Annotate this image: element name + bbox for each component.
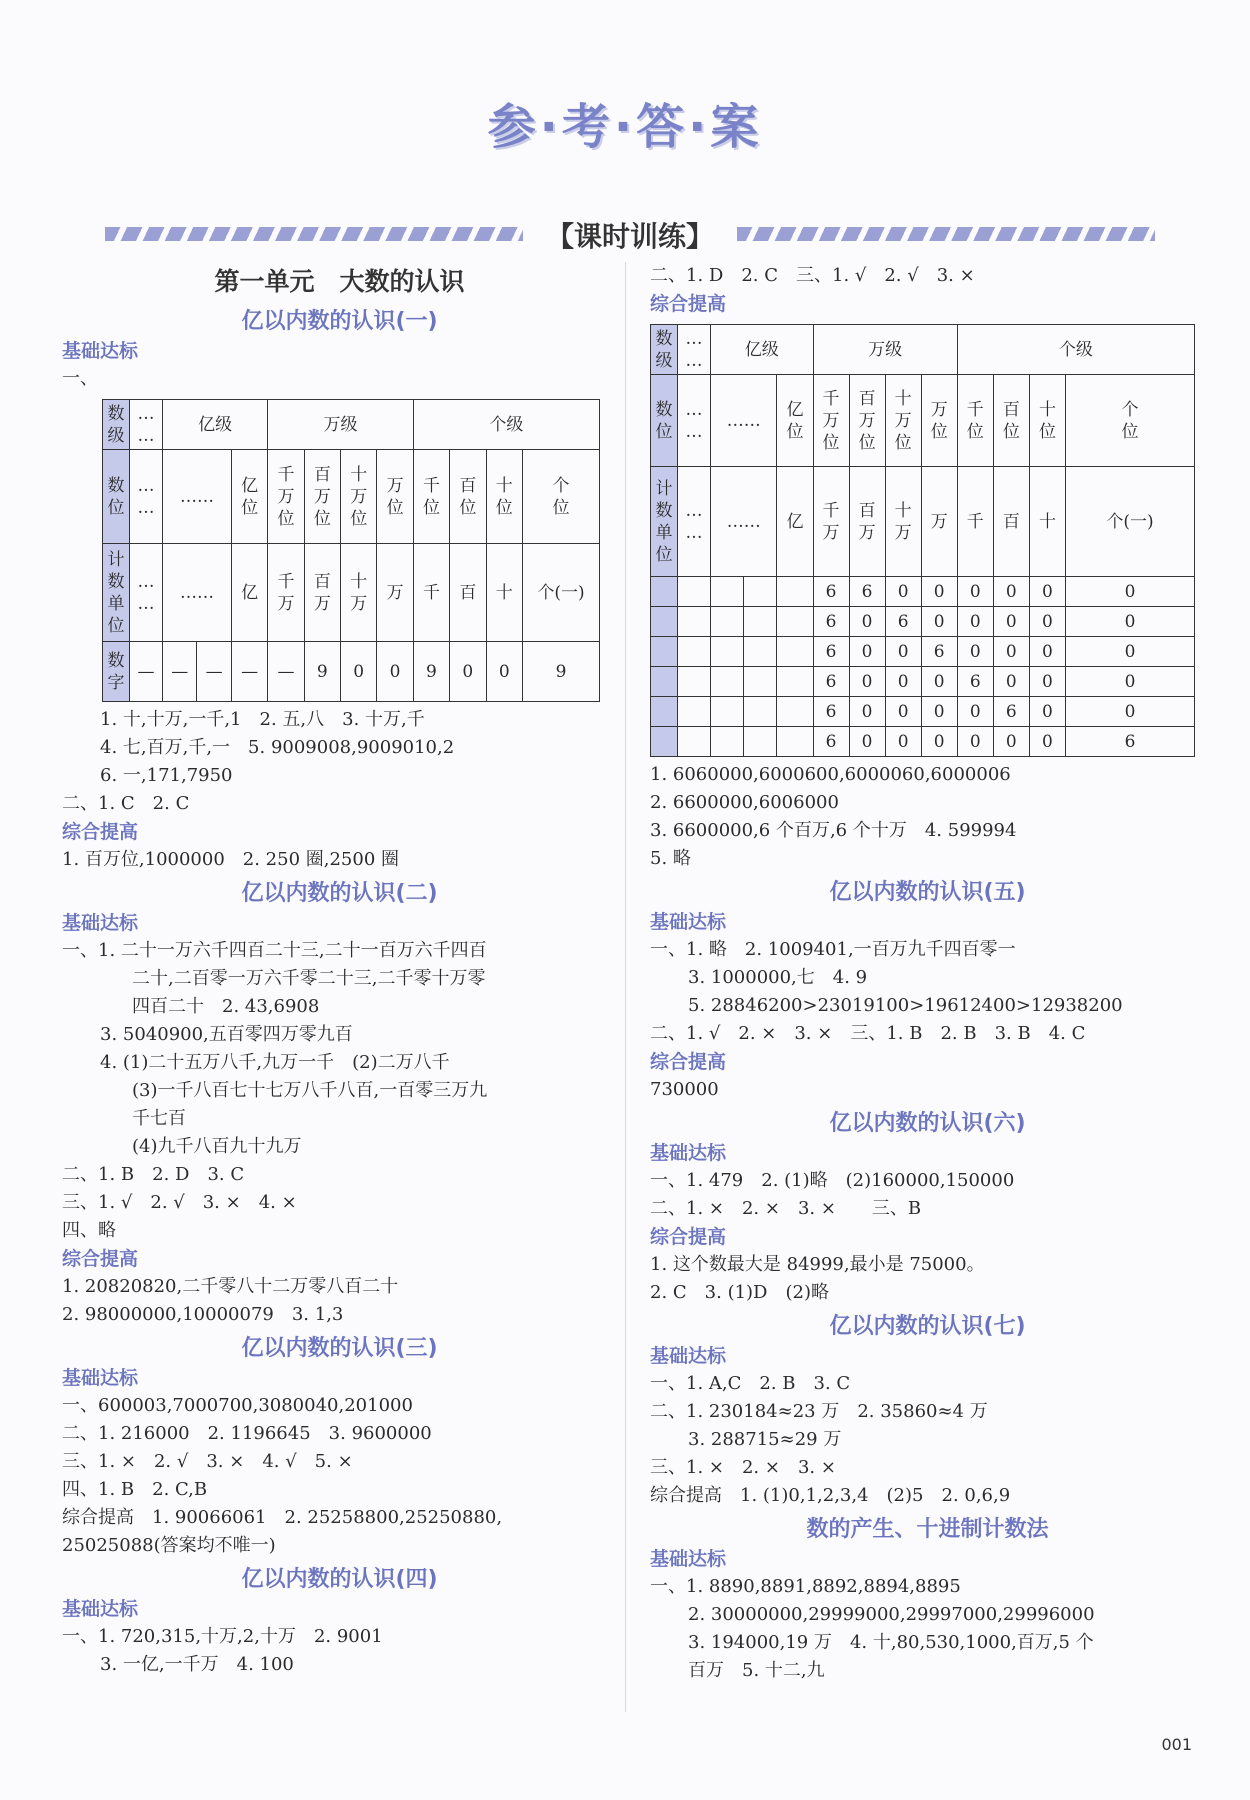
- band-stripe-right: [737, 227, 1155, 241]
- table-cell: 0: [957, 607, 993, 637]
- table-cell: [678, 607, 711, 637]
- table-cell: 0: [849, 727, 885, 757]
- table-cell: 0: [885, 667, 921, 697]
- table-cell: 6: [813, 727, 849, 757]
- table-cell: 0: [377, 642, 413, 702]
- answer-line: 千七百: [132, 1108, 186, 1129]
- section-label: 基础达标: [650, 911, 727, 933]
- answer-line: 二、1. 230184≈23 万 2. 35860≈4 万: [650, 1401, 988, 1422]
- section-label: 基础达标: [650, 1345, 727, 1367]
- table-cell: [744, 637, 777, 667]
- table-cell: 0: [993, 727, 1029, 757]
- table-cell: [651, 697, 678, 727]
- answer-line: 一、1. A,C 2. B 3. C: [650, 1373, 851, 1394]
- table-cell: [777, 637, 813, 667]
- section-label: 基础达标: [62, 912, 139, 934]
- answer-line: 1. 这个数最大是 84999,最小是 75000。: [650, 1254, 985, 1275]
- table-cell: 0: [1066, 607, 1195, 637]
- answer-line: 一、1. 二十一万六千四百二十三,二十一百万六千四百: [62, 940, 487, 961]
- table-cell: 6: [1066, 727, 1195, 757]
- section-label: 综合提高: [650, 293, 727, 315]
- table-cell: 0: [1029, 727, 1065, 757]
- lesson-title: 亿以内数的认识(一): [241, 309, 438, 334]
- answer-line: 1. 十,十万,一千,1 2. 五,八 3. 十万,千: [100, 709, 425, 730]
- table-cell: … …: [130, 400, 163, 450]
- answer-line: 2. 98000000,10000079 3. 1,3: [62, 1304, 344, 1325]
- table-cell: 0: [849, 607, 885, 637]
- answer-line: 6. 一,171,7950: [100, 765, 233, 786]
- table-cell: [777, 577, 813, 607]
- table-cell: 0: [921, 577, 957, 607]
- table-cell: 6: [849, 577, 885, 607]
- answer-line: 一、: [62, 368, 98, 389]
- answer-line: 二、1. 216000 2. 1196645 3. 9600000: [62, 1423, 432, 1444]
- table-cell: … …: [130, 450, 163, 544]
- table-cell: 千位: [957, 375, 993, 467]
- table-cell: 9: [304, 642, 340, 702]
- table-cell: [651, 727, 678, 757]
- table-cell: [711, 727, 744, 757]
- table-cell: [711, 697, 744, 727]
- table-cell: ……: [711, 375, 777, 467]
- answer-line: 二、1. √ 2. × 3. × 三、1. B 2. B 3. B 4. C: [650, 1023, 1086, 1044]
- table-cell: 万位: [377, 450, 413, 544]
- table-cell: 万位: [921, 375, 957, 467]
- table-cell: [711, 667, 744, 697]
- table-cell: 个级: [413, 400, 599, 450]
- table-cell: 亿位: [231, 450, 267, 544]
- answer-line: (3)一千八百七十七万八千八百,一百零三万九: [132, 1080, 488, 1101]
- table-cell: 百: [450, 544, 486, 642]
- table-cell: 0: [993, 577, 1029, 607]
- lesson-title: 亿以内数的认识(七): [829, 1314, 1026, 1339]
- lesson-title: 亿以内数的认识(六): [829, 1111, 1026, 1136]
- table-cell: 百位: [450, 450, 486, 544]
- answer-line: 三、1. × 2. × 3. ×: [650, 1457, 836, 1478]
- table-cell: 0: [341, 642, 377, 702]
- table-cell: 千位: [413, 450, 449, 544]
- lesson-title: 亿以内数的认识(四): [241, 1567, 438, 1592]
- table-cell: … …: [130, 544, 163, 642]
- section-label: 综合提高: [62, 1248, 139, 1270]
- table-cell: ……: [163, 544, 232, 642]
- answer-line: 3. 6600000,6 个百万,6 个十万 4. 599994: [650, 820, 1017, 841]
- table-cell: 十位: [486, 450, 522, 544]
- table-cell: [678, 727, 711, 757]
- table-cell: 数级: [651, 325, 678, 375]
- table-cell: 0: [957, 577, 993, 607]
- lesson-title: 数的产生、十进制计数法: [806, 1517, 1049, 1542]
- table-cell: 0: [885, 697, 921, 727]
- lesson-title: 亿以内数的认识(二): [241, 881, 438, 906]
- table-cell: [711, 637, 744, 667]
- table-cell: 6: [813, 637, 849, 667]
- answer-line: 一、600003,7000700,3080040,201000: [62, 1395, 413, 1416]
- table-cell: 0: [885, 727, 921, 757]
- section-label: 基础达标: [62, 1598, 139, 1620]
- table-cell: [678, 667, 711, 697]
- table-cell: [744, 727, 777, 757]
- table-cell: 千万位: [268, 450, 304, 544]
- answer-line: 二、1. D 2. C 三、1. √ 2. √ 3. ×: [650, 265, 975, 286]
- band-stripe-left: [105, 227, 523, 241]
- table-cell: 0: [1029, 577, 1065, 607]
- table-cell: 百万位: [849, 375, 885, 467]
- table-cell: … …: [678, 325, 711, 375]
- table-cell: 亿: [777, 467, 813, 577]
- table-cell: 0: [993, 637, 1029, 667]
- band-label: 【课时训练】: [545, 220, 714, 253]
- table-cell: 千: [413, 544, 449, 642]
- table-cell: [651, 637, 678, 667]
- answer-line: 4. (1)二十五万八千,九万一千 (2)二万八千: [100, 1052, 450, 1073]
- table-cell: —: [268, 642, 304, 702]
- section-label: 基础达标: [650, 1142, 727, 1164]
- answer-line: 二、1. B 2. D 3. C: [62, 1164, 245, 1185]
- table-cell: [651, 577, 678, 607]
- table-cell: 个级: [957, 325, 1194, 375]
- table-cell: [777, 667, 813, 697]
- table-cell: [744, 697, 777, 727]
- answer-line: 3. 1000000,七 4. 9: [688, 967, 868, 988]
- table-cell: 十万: [341, 544, 377, 642]
- table-cell: 百: [993, 467, 1029, 577]
- section-label: 综合提高: [650, 1226, 727, 1248]
- table-cell: 6: [813, 697, 849, 727]
- answer-line: 综合提高 1. (1)0,1,2,3,4 (2)5 2. 0,6,9: [650, 1485, 1011, 1506]
- table-cell: 亿级: [163, 400, 268, 450]
- table-cell: 数字: [103, 642, 130, 702]
- table-cell: 十位: [1029, 375, 1065, 467]
- answer-line: 三、1. √ 2. √ 3. × 4. ×: [62, 1192, 297, 1213]
- left-column: [62, 262, 617, 1679]
- table-cell: 亿: [231, 544, 267, 642]
- answer-line: 二十,二百零一万六千零二十三,二千零十万零: [132, 968, 486, 989]
- section-label: 综合提高: [650, 1051, 727, 1073]
- answer-line: 2. 30000000,29999000,29997000,29996000: [688, 1604, 1095, 1625]
- table-cell: … …: [678, 467, 711, 577]
- page-title: 参·考·答·案: [487, 99, 763, 155]
- table-cell: [744, 667, 777, 697]
- answer-line: 1. 20820820,二千零八十二万零八百二十: [62, 1276, 399, 1297]
- table-cell: 十万: [885, 467, 921, 577]
- table-cell: 6: [813, 577, 849, 607]
- table-cell: 6: [885, 607, 921, 637]
- table-cell: 6: [957, 667, 993, 697]
- answer-line: 一、1. 略 2. 1009401,一百万九千四百零一: [650, 939, 1016, 960]
- table-cell: 数位: [103, 450, 130, 544]
- table-cell: 亿位: [777, 375, 813, 467]
- answer-line: 百万 5. 十二,九: [688, 1660, 825, 1681]
- table-cell: 0: [993, 607, 1029, 637]
- unit-title: 第一单元 大数的认识: [214, 267, 465, 296]
- answer-line: 2. C 3. (1)D (2)略: [650, 1282, 829, 1303]
- table-cell: 计数单位: [651, 467, 678, 577]
- table-cell: 0: [957, 727, 993, 757]
- table-cell: 个位: [1066, 375, 1195, 467]
- table-cell: 万级: [268, 400, 414, 450]
- section-label: 基础达标: [650, 1548, 727, 1570]
- table-cell: 数级: [103, 400, 130, 450]
- table-cell: 百万: [849, 467, 885, 577]
- table-cell: 十万位: [885, 375, 921, 467]
- table-cell: 0: [1066, 637, 1195, 667]
- table-cell: 千万: [813, 467, 849, 577]
- answer-line: 730000: [650, 1079, 719, 1100]
- table-cell: 0: [885, 637, 921, 667]
- table-cell: 0: [849, 637, 885, 667]
- answer-line: 2. 6600000,6006000: [650, 792, 839, 813]
- table-cell: … …: [678, 375, 711, 467]
- answer-line: 3. 一亿,一千万 4. 100: [100, 1654, 294, 1675]
- table-cell: 百万位: [304, 450, 340, 544]
- page-number: 001: [1161, 1735, 1192, 1754]
- answer-line: 25025088(答案均不唯一): [62, 1535, 276, 1556]
- answer-line: 3. 5040900,五百零四万零九百: [100, 1024, 353, 1045]
- answer-line: 1. 百万位,1000000 2. 250 圈,2500 圈: [62, 849, 400, 870]
- table-cell: [777, 727, 813, 757]
- answer-line: 综合提高 1. 90066061 2. 25258800,25250880,: [62, 1507, 503, 1528]
- table-cell: 6: [921, 637, 957, 667]
- table-cell: 0: [957, 697, 993, 727]
- table-cell: [678, 577, 711, 607]
- table-cell: 6: [813, 607, 849, 637]
- table-cell: 千: [957, 467, 993, 577]
- table-cell: 0: [486, 642, 522, 702]
- table-cell: [744, 577, 777, 607]
- table-cell: [678, 637, 711, 667]
- table-cell: 9: [413, 642, 449, 702]
- table-cell: 千万位: [813, 375, 849, 467]
- lesson-title: 亿以内数的认识(五): [829, 880, 1026, 905]
- table-cell: 0: [957, 637, 993, 667]
- table-cell: 0: [450, 642, 486, 702]
- table-cell: 十: [486, 544, 522, 642]
- table-cell: 0: [921, 727, 957, 757]
- answer-line: (4)九千八百九十九万: [132, 1136, 302, 1157]
- table-cell: ……: [163, 450, 232, 544]
- answer-line: 3. 194000,19 万 4. 十,80,530,1000,百万,5 个: [688, 1632, 1094, 1653]
- section-band: [105, 215, 1155, 251]
- answer-line: 5. 略: [650, 848, 691, 869]
- table-cell: [744, 607, 777, 637]
- table-cell: 十万位: [341, 450, 377, 544]
- table-cell: 0: [1029, 637, 1065, 667]
- table-cell: 个(一): [1066, 467, 1195, 577]
- answer-line: 一、1. 8890,8891,8892,8894,8895: [650, 1576, 961, 1597]
- table-cell: [651, 607, 678, 637]
- section-label: 基础达标: [62, 340, 139, 362]
- table-cell: 个位: [523, 450, 600, 544]
- place-value-table-2: [650, 324, 1195, 757]
- column-divider: [625, 262, 626, 1712]
- table-cell: 亿级: [711, 325, 814, 375]
- table-cell: ……: [711, 467, 777, 577]
- table-cell: 0: [1029, 667, 1065, 697]
- table-cell: 9: [523, 642, 600, 702]
- table-cell: 计数单位: [103, 544, 130, 642]
- table-cell: 0: [849, 667, 885, 697]
- table-cell: 0: [1029, 697, 1065, 727]
- table-cell: —: [130, 642, 163, 702]
- table-cell: 0: [1066, 697, 1195, 727]
- answer-line: 二、1. C 2. C: [62, 793, 190, 814]
- section-label: 基础达标: [62, 1367, 139, 1389]
- section-label: 综合提高: [62, 821, 139, 843]
- table-cell: 万: [377, 544, 413, 642]
- table-cell: 0: [1066, 667, 1195, 697]
- table-cell: 6: [993, 697, 1029, 727]
- lesson-title: 亿以内数的认识(三): [241, 1336, 438, 1361]
- table-cell: [678, 697, 711, 727]
- answer-line: 5. 28846200>23019100>19612400>12938200: [688, 995, 1123, 1016]
- table-cell: [777, 607, 813, 637]
- table-cell: 万级: [813, 325, 957, 375]
- table-cell: 百万: [304, 544, 340, 642]
- right-column: [650, 262, 1205, 1685]
- table-cell: 千万: [268, 544, 304, 642]
- table-cell: 0: [993, 667, 1029, 697]
- answer-line: 3. 288715≈29 万: [688, 1429, 842, 1450]
- table-cell: 十: [1029, 467, 1065, 577]
- table-cell: [651, 667, 678, 697]
- table-cell: 个(一): [523, 544, 600, 642]
- place-value-table: [102, 399, 600, 702]
- table-cell: 0: [1029, 607, 1065, 637]
- answer-line: 四百二十 2. 43,6908: [132, 996, 320, 1017]
- table-cell: 0: [921, 607, 957, 637]
- table-cell: 6: [813, 667, 849, 697]
- answer-line: 4. 七,百万,千,一 5. 9009008,9009010,2: [100, 737, 455, 758]
- table-cell: 0: [885, 577, 921, 607]
- table-cell: 百位: [993, 375, 1029, 467]
- answer-line: 1. 6060000,6000600,6000060,6000006: [650, 764, 1011, 785]
- answer-line: 三、1. × 2. √ 3. × 4. √ 5. ×: [62, 1451, 353, 1472]
- table-cell: 万: [921, 467, 957, 577]
- table-cell: —: [197, 642, 231, 702]
- table-cell: 0: [921, 667, 957, 697]
- table-cell: 0: [1066, 577, 1195, 607]
- answer-line: 二、1. × 2. × 3. × 三、B: [650, 1198, 922, 1219]
- table-cell: —: [231, 642, 267, 702]
- table-cell: [711, 607, 744, 637]
- table-cell: —: [163, 642, 197, 702]
- table-cell: [711, 577, 744, 607]
- table-cell: 数位: [651, 375, 678, 467]
- answer-line: 四、略: [62, 1220, 116, 1241]
- answer-line: 一、1. 479 2. (1)略 (2)160000,150000: [650, 1170, 1015, 1191]
- table-cell: [777, 697, 813, 727]
- answer-line: 四、1. B 2. C,B: [62, 1479, 208, 1500]
- answer-line: 一、1. 720,315,十万,2,十万 2. 9001: [62, 1626, 383, 1647]
- table-cell: 0: [921, 697, 957, 727]
- table-cell: 0: [849, 697, 885, 727]
